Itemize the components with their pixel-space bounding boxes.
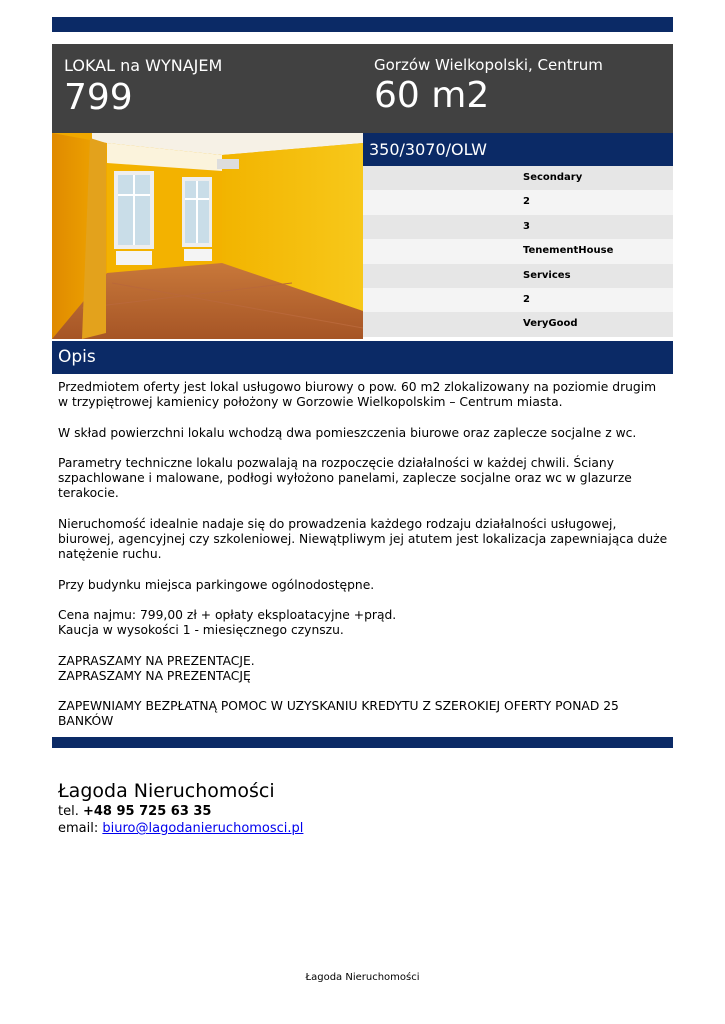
description-body: [58, 380, 670, 730]
description-paragraph: W skład powierzchni lokalu wchodzą dwa pomieszczenia biurowe oraz zaplecze socjalne z wc.: [58, 425, 637, 440]
attribute-row: Services: [363, 264, 673, 288]
phone-line: [58, 803, 658, 820]
offer-header: [52, 44, 673, 133]
property-photo: [52, 133, 363, 339]
description-paragraph: ZAPRASZAMY NA PREZENTACJE. ZAPRASZAMY NA PREZENTACJĘ: [58, 653, 255, 683]
section-divider-bar: [52, 737, 673, 748]
description-paragraph: Cena najmu: 799,00 zł + opłaty eksploatacyjne +prąd. Kaucja w wysokości 1 - miesięcznego czynszu.: [58, 607, 397, 638]
header-right: [374, 56, 603, 118]
description-paragraph: Nieruchomość idealnie nadaje się do prowadzenia każdego rodzaju działalności usługowej, biurowej, agencyjnej czy szkoleniowej. Niewątpliwym jej atutem jest lokalizacja zapewniająca duże natężenie ruchu.: [58, 516, 668, 562]
attribute-row: Secondary: [363, 166, 673, 190]
attributes-table: [363, 166, 673, 337]
description-paragraph: Parametry techniczne lokalu pozwalają na rozpoczęcie działalności w każdej chwili. Ściany szpachlowane i malowane, podłogi wyłożono panelami, zaplecze socjalne oraz wc w glazurze terakocie.: [58, 455, 632, 501]
description-paragraph: Przy budynku miejsca parkingowe ogólnodostępne.: [58, 577, 375, 592]
phone-number: +48 95 725 63 35: [82, 804, 212, 819]
attribute-row: 2: [363, 190, 673, 214]
offer-area: 60 m2: [374, 75, 490, 116]
agency-name: Łagoda Nieruchomości: [58, 780, 275, 802]
attribute-row: 2: [363, 288, 673, 312]
attribute-row: 3: [363, 215, 673, 239]
email-line: [58, 820, 658, 837]
top-divider-bar: [52, 17, 673, 32]
header-left: [64, 56, 222, 120]
description-heading: Opis: [52, 341, 673, 374]
offer-price: 799: [64, 77, 133, 118]
agency-contact: [58, 779, 658, 837]
phone-label: tel.: [58, 804, 79, 819]
description-paragraph: ZAPEWNIAMY BEZPŁATNĄ POMOC W UZYSKANIU KREDYTU Z SZEROKIEJ OFERTY PONAD 25 BANKÓW: [58, 699, 619, 729]
email-label: email:: [58, 821, 99, 836]
email-link[interactable]: biuro@lagodanieruchomosci.pl: [102, 821, 304, 836]
offer-location: Gorzów Wielkopolski, Centrum: [374, 56, 603, 74]
offer-reference-number: 350/3070/OLW: [363, 133, 673, 166]
page-footer: Łagoda Nieruchomości: [305, 972, 420, 983]
description-paragraph: Przedmiotem oferty jest lokal usługowo biurowy o pow. 60 m2 zlokalizowany na poziomie drugim w trzypiętrowej kamienicy położony w Gorzowie Wielkopolskim – Centrum miasta.: [58, 380, 657, 410]
offer-type: LOKAL na WYNAJEM: [64, 56, 223, 75]
attribute-row: TenementHouse: [363, 239, 673, 263]
attribute-row: VeryGood: [363, 312, 673, 336]
